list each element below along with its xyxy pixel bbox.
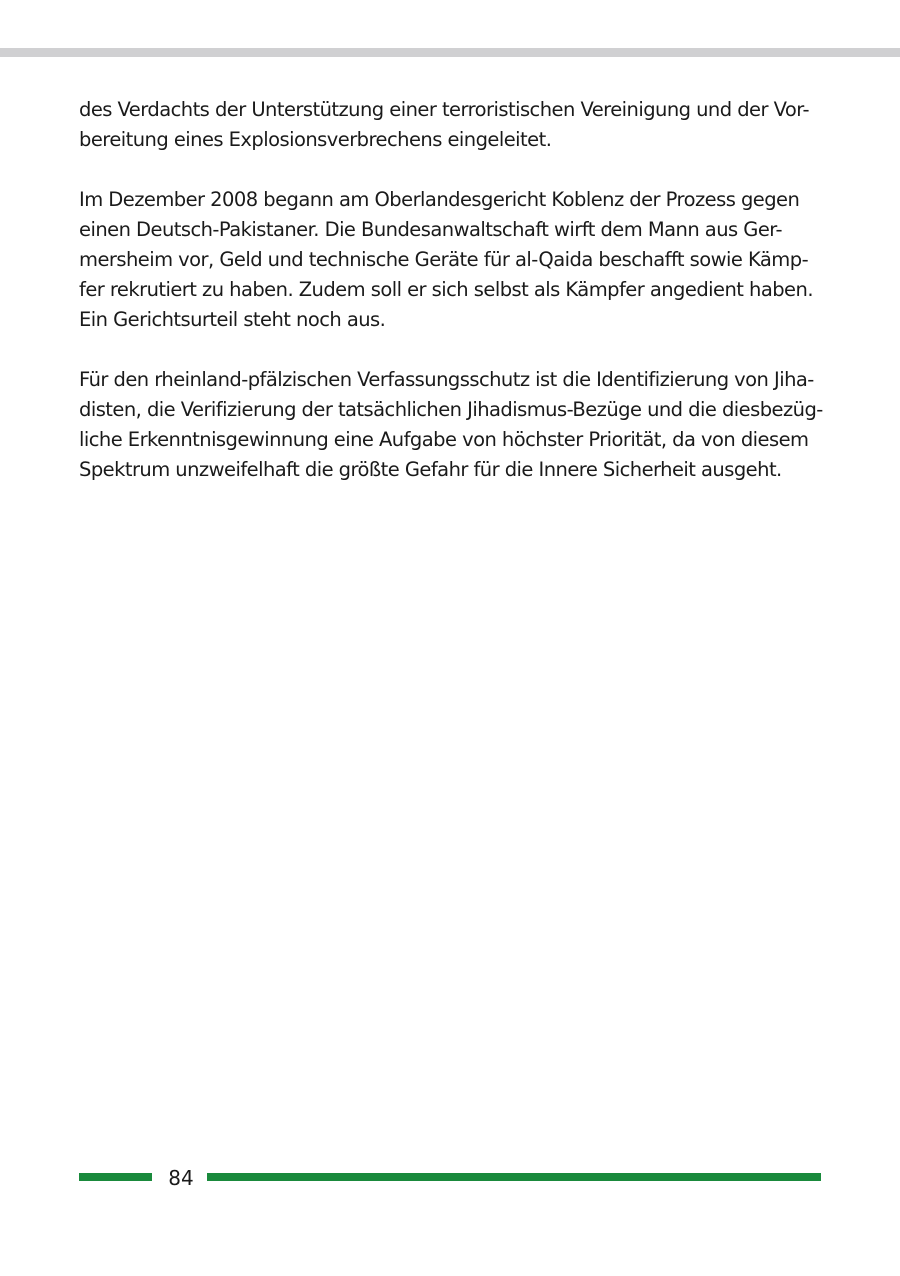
text-line: bereitung eines Explosionsverbrechens eingeleitet.: [79, 128, 552, 151]
footer-rule-right: [207, 1173, 821, 1181]
text-line: Für den rheinland-pfälzischen Verfassungsschutz ist die Identifizierung von Jiha-: [79, 368, 814, 391]
text-line: mersheim vor, Geld und technische Geräte für al-Qaida beschafft sowie Kämp-: [79, 248, 809, 271]
page-footer: [79, 1164, 821, 1194]
text-line: einen Deutsch-Pakistaner. Die Bundesanwaltschaft wirft dem Mann aus Ger-: [79, 218, 782, 241]
body-text: [79, 95, 824, 515]
text-line: Spektrum unzweifelhaft die größte Gefahr für die Innere Sicherheit ausgeht.: [79, 458, 782, 481]
text-line: Im Dezember 2008 begann am Oberlandesgericht Koblenz der Prozess gegen: [79, 188, 800, 211]
text-line: des Verdachts der Unterstützung einer terroristischen Vereinigung und der Vor-: [79, 98, 809, 121]
paragraph-1: [79, 95, 824, 155]
text-line: liche Erkenntnisgewinnung eine Aufgabe von höchster Priorität, da von diesem: [79, 428, 809, 451]
footer-rule-left: [79, 1173, 152, 1181]
page-number: 84: [168, 1166, 194, 1190]
text-line: Ein Gerichtsurteil steht noch aus.: [79, 308, 386, 331]
text-line: disten, die Verifizierung der tatsächlichen Jihadismus-Bezüge und die diesbezüg-: [79, 398, 823, 421]
paragraph-2: [79, 185, 824, 335]
header-rule: [0, 48, 900, 57]
text-line: fer rekrutiert zu haben. Zudem soll er sich selbst als Kämpfer angedient haben.: [79, 278, 813, 301]
paragraph-3: [79, 365, 824, 485]
